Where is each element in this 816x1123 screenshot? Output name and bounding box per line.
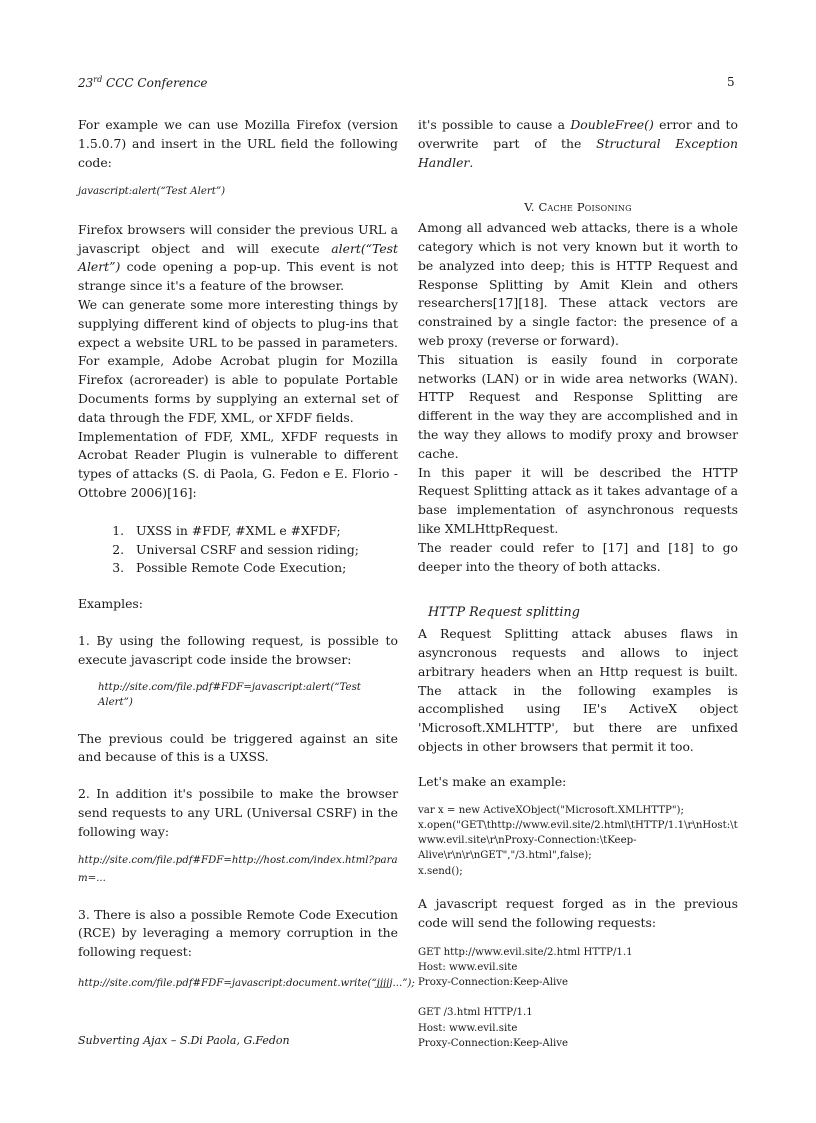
heading-part: ache P (547, 200, 585, 215)
code-line: x.open("GET\thttp://www.evil.site/2.html\tHTTP/1.1\r\nHost:\t (418, 819, 738, 831)
paragraph-request-splitting: A Request Splitting attack abuses flaws in asyncronous requests and allows to inject arbitrary headers when an Http request is built. The attack in the following examples is accomplished using IE's ActiveX object 'Microsoft.XMLHTTP', but there are unfixed objects in other browsers that permit it too. (418, 626, 738, 754)
list-item: 1. UXSS in #FDF, #XML e #XFDF; (128, 522, 398, 541)
text-run: it's possible to cause a (418, 117, 571, 132)
request-line: Host: www.evil.site (418, 1022, 518, 1034)
request-block-1 (418, 945, 738, 991)
left-column (78, 116, 415, 992)
code-line: www.evil.site\r\nProxy-Connection:\tKeep- (418, 835, 637, 847)
section-heading-cache-poisoning (418, 198, 738, 217)
request-line: GET /3.html HTTP/1.1 (418, 1007, 533, 1019)
paragraph-advanced-attacks: Among all advanced web attacks, there is a whole category which is not very known but it worth to be analyzed into deep; this is HTTP Request and Response Splitting by Amit Klein and others researchers[17][18]. These attack vectors are constrained by a single factor: the presence of a web proxy (reverse or forward). (418, 220, 738, 348)
code-line: var x = new ActiveXObject("Microsoft.XMLHTTP"); (418, 804, 684, 816)
emphasis-doublefree: DoubleFree() (570, 117, 654, 132)
heading-part: oisoning (584, 200, 632, 215)
subheading-http-request-splitting: HTTP Request splitting (428, 605, 580, 621)
code-csrf-url: http://site.com/file.pdf#FDF=http://host.com/index.html?param=... (78, 854, 398, 884)
text-run: Firefox browsers will consider the previous URL a javascript object and will execute (78, 221, 398, 256)
conference-number: 23 (78, 76, 94, 90)
example-2-text: 2. In addition it's possibile to make the browser send requests to any URL (Universal CSRF) in the following way: (78, 786, 398, 839)
text-run: code opening a pop-up. This event is not strange since it's a feature of the browser. (78, 259, 398, 294)
heading-part: V. C (524, 200, 548, 215)
paragraph-doublefree (418, 116, 738, 172)
request-line: Host: www.evil.site (418, 961, 518, 973)
attack-list (78, 522, 398, 578)
code-block-activex (418, 803, 738, 879)
example-3-text: 3. There is also a possible Remote Code Execution (RCE) by leveraging a memory corruption in the following request: (78, 906, 398, 960)
paragraph-implementation: Implementation of FDF, XML, XFDF requests in Acrobat Reader Plugin is vulnerable to different types of attacks (S. di Paola, G. Fedon e E. Florio - Ottobre 2006)[16]: (78, 428, 398, 501)
paragraph-firefox-example: For example we can use Mozilla Firefox (version 1.5.0.7) and insert in the URL field the following code: (78, 117, 398, 170)
text-run: . (469, 154, 474, 170)
code-line: x.send(); (418, 865, 463, 877)
page-number: 5 (727, 75, 735, 89)
code-uxss-url: http://site.com/file.pdf#FDF=javascript:alert(“Test Alert”) (98, 681, 361, 709)
paragraph-reader-refer: The reader could refer to [17] and [18] to go deeper into the theory of both attacks. (418, 539, 738, 574)
conference-number-suffix: rd (93, 75, 103, 84)
emphasis-alert: alert(“Test Alert”) (78, 240, 398, 275)
request-line: Proxy-Connection:Keep-Alive (418, 1038, 569, 1050)
paragraph-uxss: The previous could be triggered against an site and because of this is a UXSS. (78, 730, 398, 765)
running-footer: Subverting Ajax – S.Di Paola, G.Fedon (78, 1034, 290, 1047)
code-rce-url: http://site.com/file.pdf#FDF=javascript:document.write(“jjjjj...”); (78, 978, 415, 989)
list-item: 3. Possible Remote Code Execution; (128, 559, 398, 578)
running-header-conference (78, 75, 207, 90)
request-line: Proxy-Connection:Keep-Alive (418, 977, 569, 989)
code-line: Alive\r\n\r\nGET","/3.html",false); (418, 850, 592, 862)
paragraph-lets-make-example: Let's make an example: (418, 773, 567, 789)
paragraph-firefox-behaviour (78, 221, 398, 296)
right-column (418, 116, 738, 1051)
example-1-text: 1. By using the following request, is possible to execute javascript code inside the browser: (78, 633, 398, 667)
code-javascript-alert: javascript:alert(“Test Alert”) (78, 186, 226, 198)
paragraph-request-splitting-intro: In this paper it will be described the HTTP Request Splitting attack as it takes advantage of a base implementation of asynchronous requests like XMLHttpRequest. (418, 464, 738, 536)
text-run: error and to overwrite part of the (418, 117, 738, 151)
emphasis-seh: Structural Exception Handler (418, 135, 738, 170)
paragraph-corporate-networks: This situation is easily found in corporate networks (LAN) or in wide area networks (WAN). HTTP Request and Response Splitting are different in the way they are accomplished and in the way they allows to modify proxy and browser cache. (418, 351, 738, 461)
paragraph-plugins: We can generate some more interesting things by supplying different kind of objects to plug-ins that expect a website URL to be passed in parameters. For example, Adobe Acrobat plugin for Mozilla Firefox (acroreader) is able to populate Portable Documents forms by supplying an external set of data through the FDF, XML, or XFDF fields. (78, 297, 398, 425)
examples-label: Examples: (78, 596, 143, 612)
list-item: 2. Universal CSRF and session riding; (128, 541, 398, 560)
request-line: GET http://www.evil.site/2.html HTTP/1.1 (418, 946, 633, 958)
paragraph-forged-request: A javascript request forged as in the previous code will send the following requests: (418, 895, 738, 930)
conference-name: CCC Conference (102, 76, 208, 90)
request-block-2 (418, 1005, 738, 1051)
